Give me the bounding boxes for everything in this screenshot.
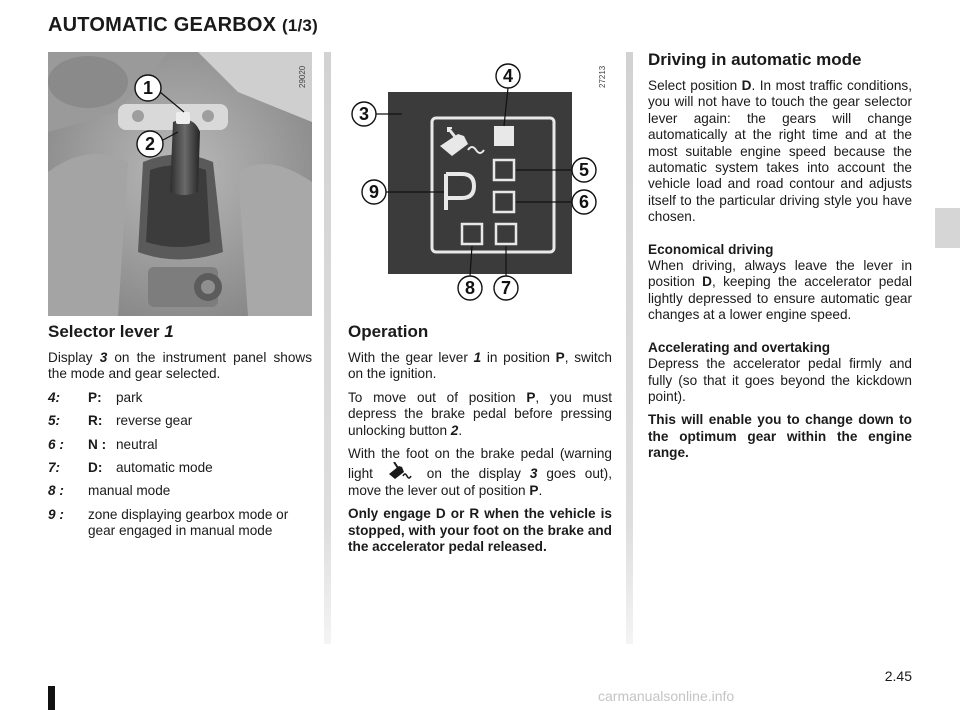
operation-paragraph-1: With the gear lever 1 in position P, switch on the ignition. (348, 350, 612, 382)
section-thumb-tab (935, 208, 960, 248)
diagram-reference-code: 27213 (598, 65, 607, 88)
corner-mark (48, 686, 55, 710)
selector-intro: Display 3 on the instrument panel shows the mode and gear selected. (48, 350, 313, 382)
callout-5-label: 5 (578, 160, 590, 180)
gear-display-diagram (340, 52, 608, 312)
operation-heading: Operation (348, 322, 429, 341)
legend-item-7: 7: D: automatic mode (48, 460, 213, 476)
photo-reference-code: 29020 (298, 65, 307, 88)
selector-lever-heading: Selector lever 1 (48, 322, 174, 341)
selector-lever-photo (48, 52, 312, 316)
operation-warning: Only engage D or R when the vehicle is stopped, with your foot on the brake and the accelerator pedal released. (348, 506, 612, 555)
operation-paragraph-3: With the foot on the brake pedal (warning light on the display 3 goes out), move the lever out of position P. (348, 446, 612, 498)
driving-heading: Driving in automatic mode (648, 50, 862, 69)
driving-paragraph: Select position D. In most traffic conditions, you will not have to touch the gear selector lever again: the gears will change automatically at the right time and at the most suitable engine speed because the automatic system takes into account the vehicle load and road contour and adjusts itself to the particular driving style you have chosen. (648, 78, 912, 225)
title-part: (1/3) (281, 16, 318, 35)
callout-9-label: 9 (368, 182, 380, 202)
legend-item-4: 4: P: park (48, 389, 143, 405)
callout-7-label: 7 (500, 278, 512, 298)
callout-1-label: 1 (142, 78, 154, 98)
callout-2-label: 2 (144, 134, 156, 154)
legend-item-6: 6 : N : neutral (48, 436, 158, 452)
page-number: 2.45 (884, 668, 912, 684)
legend-item-5: 5: R: reverse gear (48, 413, 193, 429)
watermark: carmanualsonline.info (598, 688, 735, 704)
accelerating-overtaking: Accelerating and overtaking Depress the accelerator pedal firmly and fully (so that it goes beyond the kickdown point). (648, 339, 912, 404)
kickdown-note: This will enable you to change down to the optimum gear within the engine range. (648, 412, 912, 461)
callout-3-label: 3 (358, 104, 370, 124)
legend-item-8: 8 : manual mode (48, 483, 171, 499)
callout-8-label: 8 (464, 278, 476, 298)
driving-section (648, 50, 912, 469)
selector-lever-section (48, 322, 312, 547)
brake-warning-light-icon (388, 462, 412, 482)
callout-6-label: 6 (578, 192, 590, 212)
legend-item-9: 9 : zone displaying gearbox mode or gear engaged in manual mode (48, 506, 289, 539)
economical-driving: Economical driving When driving, always leave the lever in position D, keeping the accelerator pedal lightly depressed to ensure automatic gear changes at a lower engine speed. (648, 241, 913, 323)
page-title (48, 14, 318, 37)
callout-4-label: 4 (502, 66, 514, 86)
operation-paragraph-2: To move out of position P, you must depress the brake pedal before pressing unlocking button 2. (348, 389, 613, 438)
column-divider-left (324, 52, 331, 644)
indicator-4 (494, 126, 514, 146)
operation-section (348, 322, 612, 562)
title-text: AUTOMATIC GEARBOX (48, 14, 277, 36)
column-divider-right (626, 52, 633, 644)
